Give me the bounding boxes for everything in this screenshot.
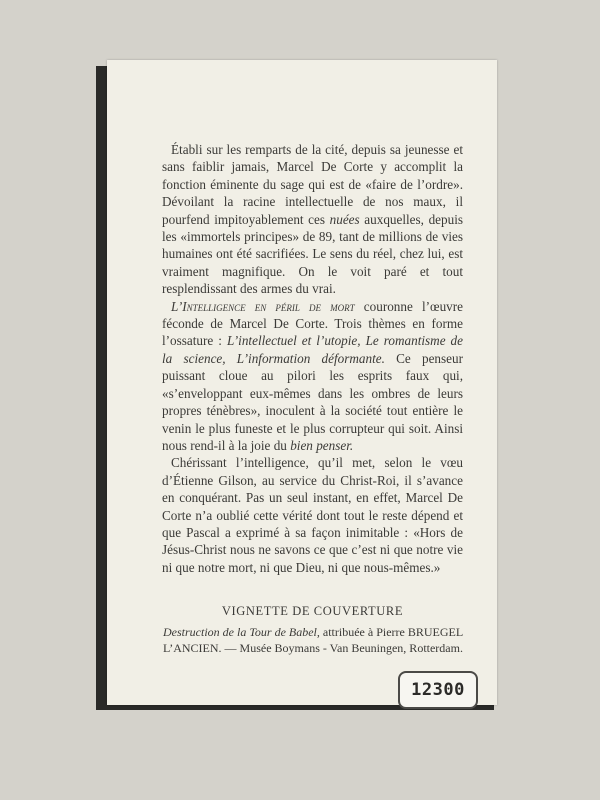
paragraph xyxy=(162,454,463,576)
text-segment: Chérissant l’intelligence, qu’il met, selon le vœu d’Étienne Gilson, au service du Christ-Roi, il s’avance en conquérant. Pas un seul instant, en effet, Marcel De Corte n’a oublié cette vérité dont tout le reste dépend et que Pascal a exprimé à sa façon inimitable : «Hors de Jésus-Christ nous ne savons ce que c’est ni que notre vie ni que notre mort, ni que Dieu, ni que nous-mêmes.» xyxy=(162,455,463,575)
text-segment: L’intellectuel et l’utopie, Le romantisme de la science, L’information déformante. xyxy=(162,333,463,366)
paragraph xyxy=(162,298,463,455)
text-segment: nuées xyxy=(329,211,360,227)
text-segment: Établi sur les remparts de la cité, depuis sa jeunesse et sans faiblir jamais, Marcel De Corte y accomplit la fonction éminente du sage qui est de «faire de l’ordre». Dévoilant la racine intellectuelle de nos maux, il pourfend impitoyablement ces xyxy=(162,142,463,227)
cover-credit-title: Destruction de la Tour de Babel, xyxy=(163,625,320,639)
cover-credit-rest: attribuée à Pierre BRUEGEL L’ANCIEN. — Musée Boymans - Van Beuningen, Rotterdam. xyxy=(163,625,463,655)
vignette-heading: VIGNETTE DE COUVERTURE xyxy=(221,604,404,618)
text-segment: Ce penseur puissant cloue au pilori les esprits faux qui, «s’enveloppant eux-mêmes dans les ombres de leurs propres ténèbres», inoculent à la société tout entière le venin le plus funeste et le plus corrupteur qui soit. Ainsi nous rend-il à la joie du xyxy=(162,350,463,453)
price-sticker: 12300 xyxy=(398,671,478,709)
blurb-text xyxy=(162,141,463,576)
text-segment: L’Intelligence en péril de mort xyxy=(171,298,355,314)
text-segment: couronne l’œuvre féconde de Marcel De Corte. Trois thèmes en forme l’ossature : xyxy=(162,298,463,349)
paragraph xyxy=(162,141,463,298)
text-segment: bien penser. xyxy=(290,437,354,453)
text-segment: auxquelles, depuis les «immortels principes» de 89, tant de millions de vies humaines ont été sacrifiées. Le sens du réel, chez lui, est vraiment magnifique. On le voit paré et tout resplendissant des armes du vrai. xyxy=(162,211,464,297)
cover-credit xyxy=(163,624,483,656)
